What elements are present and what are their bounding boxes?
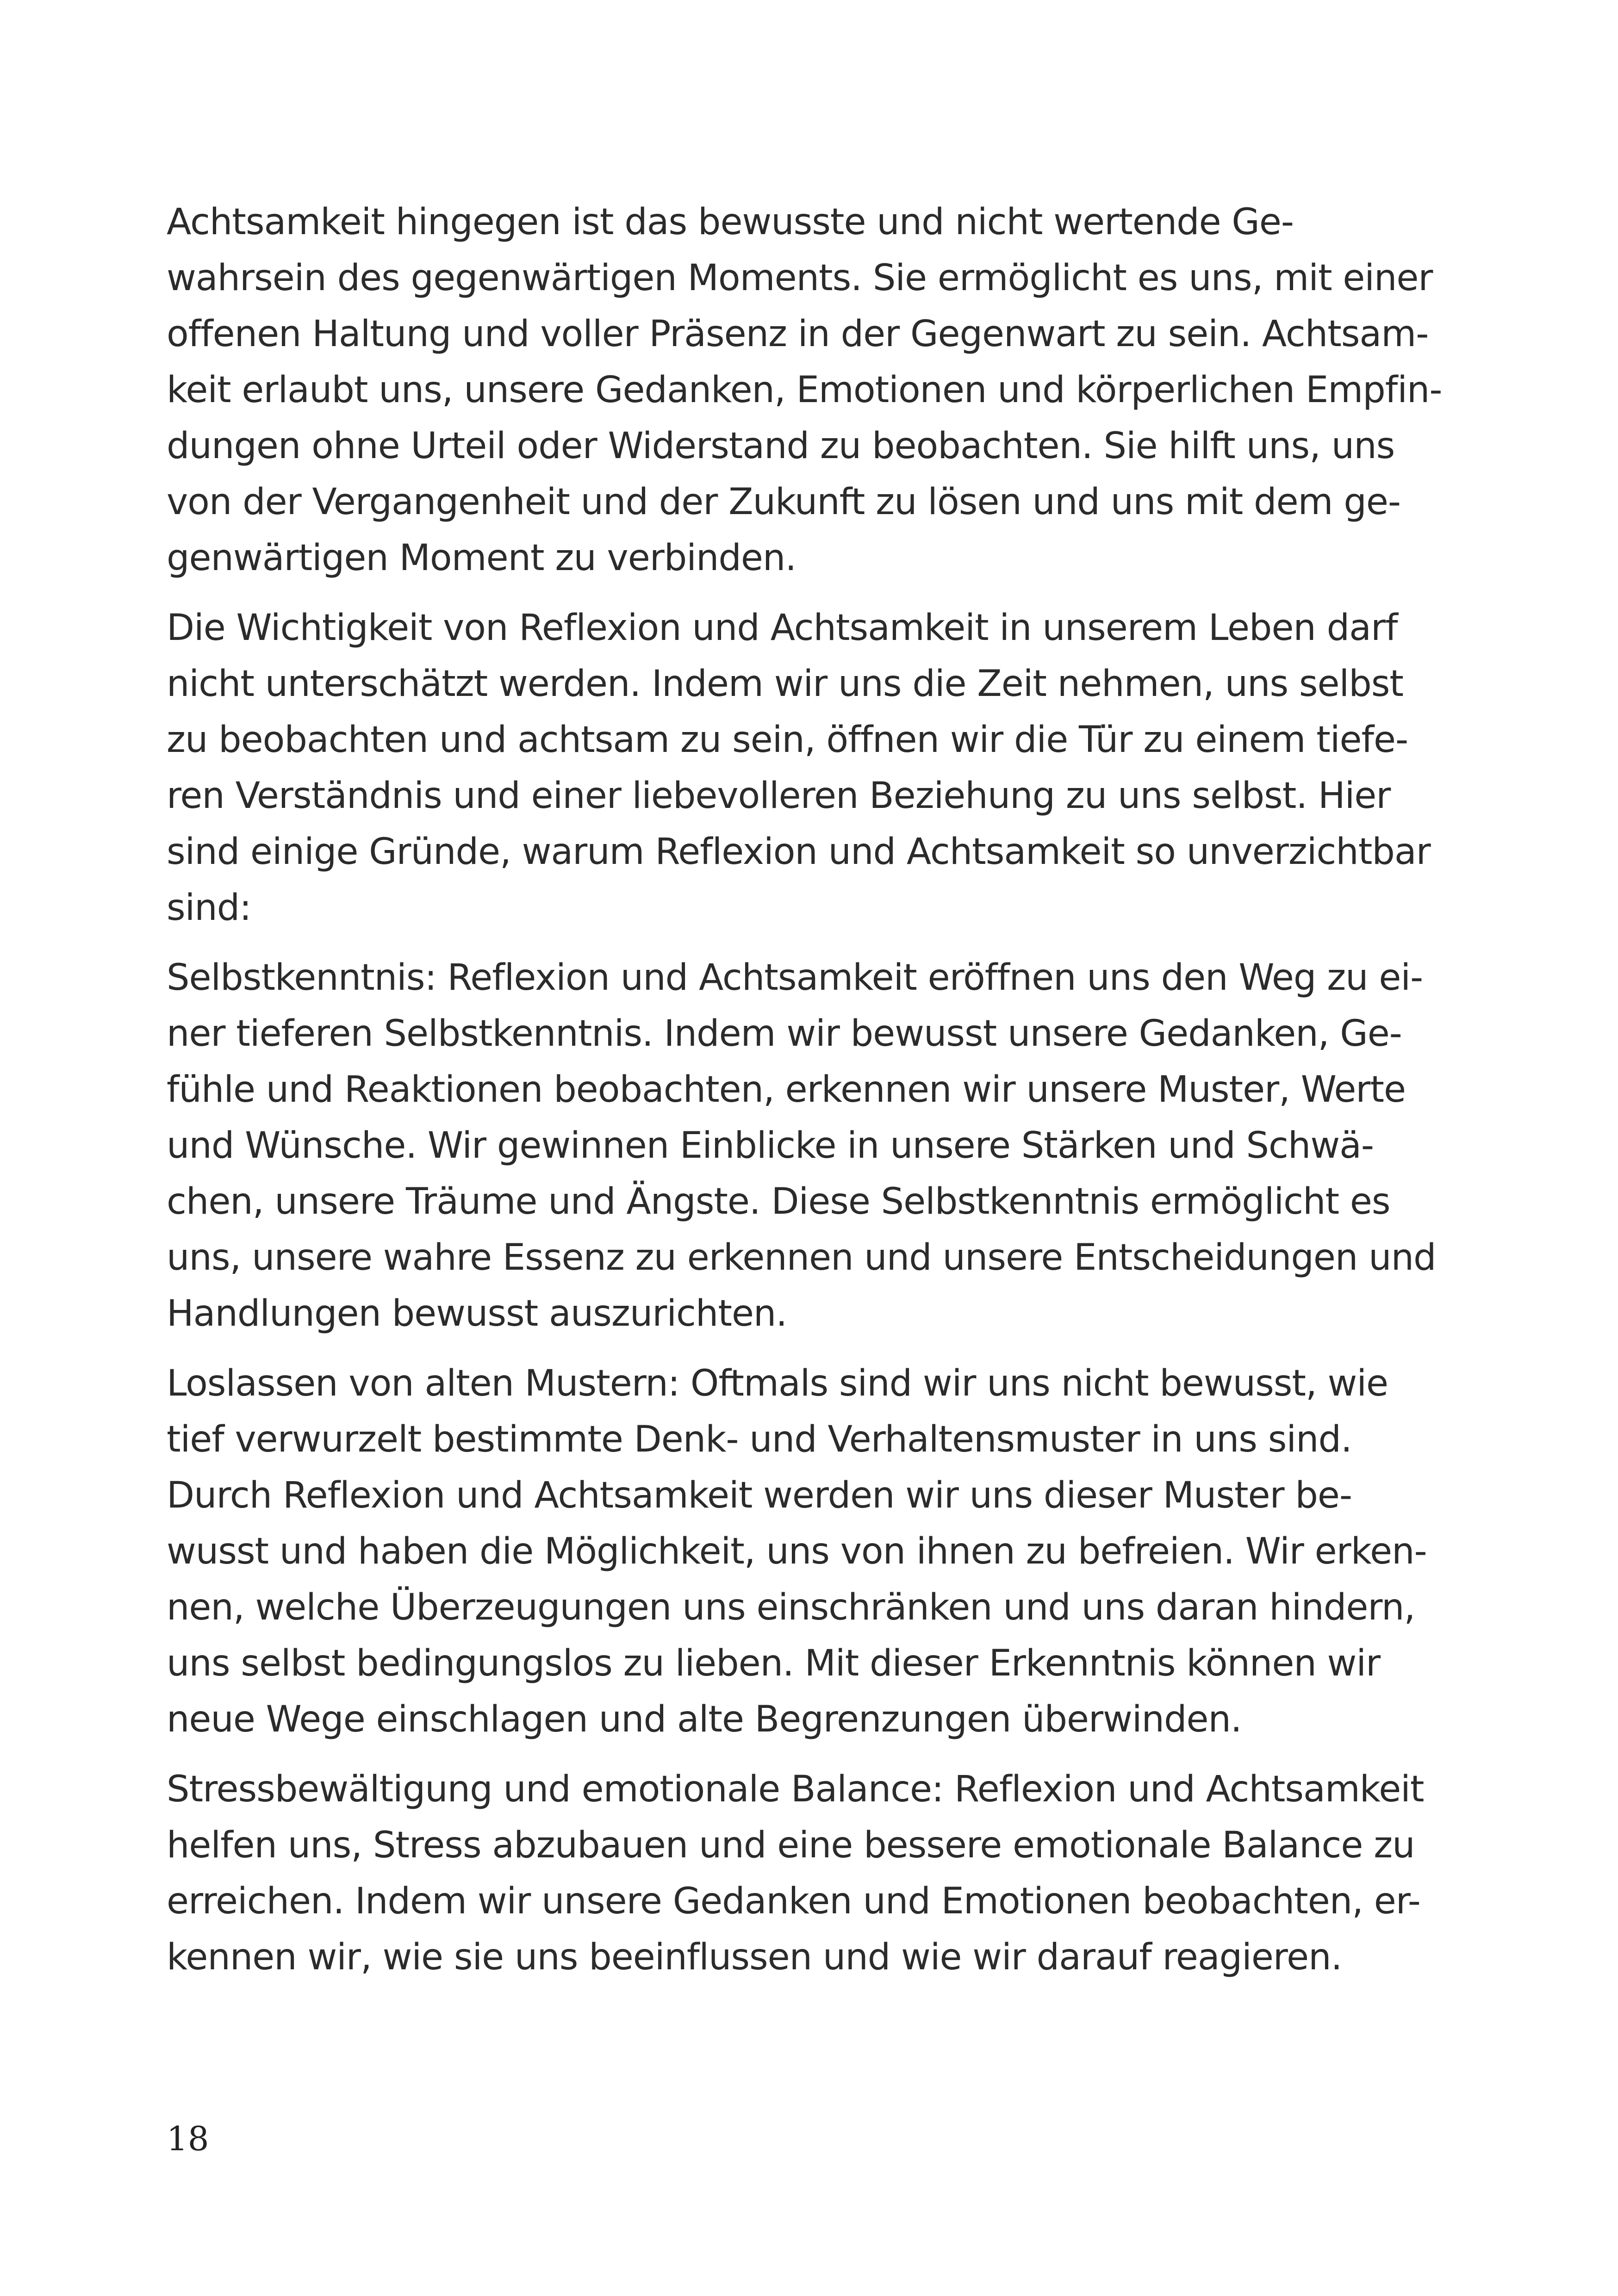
text-line: Die Wichtigkeit von Reflexion und Achtsamkeit in unserem Leben darf <box>167 607 1398 649</box>
paragraph-loslassen <box>167 1356 1444 1748</box>
text-line: helfen uns, Stress abzubauen und eine bessere emotionale Balance zu <box>167 1824 1415 1866</box>
text-line: neue Wege einschlagen und alte Begrenzungen überwinden. <box>167 1699 1242 1740</box>
text-line: Durch Reflexion und Achtsamkeit werden wir uns dieser Muster be- <box>167 1475 1352 1516</box>
text-line: keit erlaubt uns, unsere Gedanken, Emotionen und körperlichen Empfin- <box>167 369 1442 411</box>
text-line: Achtsamkeit hingegen ist das bewusste und nicht wertende Ge- <box>167 201 1294 243</box>
paragraph-wichtigkeit <box>167 600 1444 936</box>
text-line: tief verwurzelt bestimmte Denk- und Verhaltensmuster in uns sind. <box>167 1419 1352 1460</box>
text-line: dungen ohne Urteil oder Widerstand zu beobachten. Sie hilft uns, uns <box>167 425 1395 467</box>
text-line: chen, unsere Träume und Ängste. Diese Selbstkenntnis ermöglicht es <box>167 1181 1390 1222</box>
text-line: uns selbst bedingungslos zu lieben. Mit dieser Erkenntnis können wir <box>167 1643 1381 1684</box>
text-line: uns, unsere wahre Essenz zu erkennen und unsere Entscheidungen und <box>167 1237 1436 1278</box>
text-line: sind: <box>167 887 251 929</box>
text-line: offenen Haltung und voller Präsenz in der Gegenwart zu sein. Achtsam- <box>167 313 1429 355</box>
text-line: nicht unterschätzt werden. Indem wir uns die Zeit nehmen, uns selbst <box>167 663 1403 705</box>
text-line: Selbstkenntnis: Reflexion und Achtsamkeit eröffnen uns den Weg zu ei- <box>167 957 1423 999</box>
text-line: ner tieferen Selbstkenntnis. Indem wir bewusst unsere Gedanken, Ge- <box>167 1013 1402 1055</box>
text-line: von der Vergangenheit und der Zukunft zu lösen und uns mit dem ge- <box>167 481 1400 523</box>
text-line: und Wünsche. Wir gewinnen Einblicke in unsere Stärken und Schwä- <box>167 1125 1374 1167</box>
text-line: zu beobachten und achtsam zu sein, öffnen wir die Tür zu einem tiefe- <box>167 719 1408 761</box>
text-line: erreichen. Indem wir unsere Gedanken und Emotionen beobachten, er- <box>167 1880 1420 1922</box>
text-line: Handlungen bewusst auszurichten. <box>167 1293 787 1334</box>
text-line: wahrsein des gegenwärtigen Moments. Sie ermöglicht es uns, mit einer <box>167 257 1433 299</box>
paragraph-selbstkenntnis <box>167 950 1444 1342</box>
text-line: wusst und haben die Möglichkeit, uns von ihnen zu befreien. Wir erken- <box>167 1531 1427 1572</box>
text-line: Stressbewältigung und emotionale Balance: Reflexion und Achtsamkeit <box>167 1769 1424 1810</box>
text-line: sind einige Gründe, warum Reflexion und Achtsamkeit so unverzichtbar <box>167 831 1431 873</box>
text-line: ren Verständnis und einer liebevolleren Beziehung zu uns selbst. Hier <box>167 775 1391 817</box>
body-text <box>167 194 1444 1999</box>
paragraph-stressbewaeltigung <box>167 1762 1444 1986</box>
text-line: genwärtigen Moment zu verbinden. <box>167 537 797 579</box>
page-number: 18 <box>167 2119 209 2158</box>
text-line: fühle und Reaktionen beobachten, erkennen wir unsere Muster, Werte <box>167 1069 1406 1111</box>
text-line: nen, welche Überzeugungen uns einschränken und uns daran hindern, <box>167 1587 1415 1628</box>
text-line: kennen wir, wie sie uns beeinflussen und wie wir darauf reagieren. <box>167 1936 1342 1978</box>
text-line: Loslassen von alten Mustern: Oftmals sind wir uns nicht bewusst, wie <box>167 1363 1388 1404</box>
paragraph-achtsamkeit-definition <box>167 194 1444 586</box>
